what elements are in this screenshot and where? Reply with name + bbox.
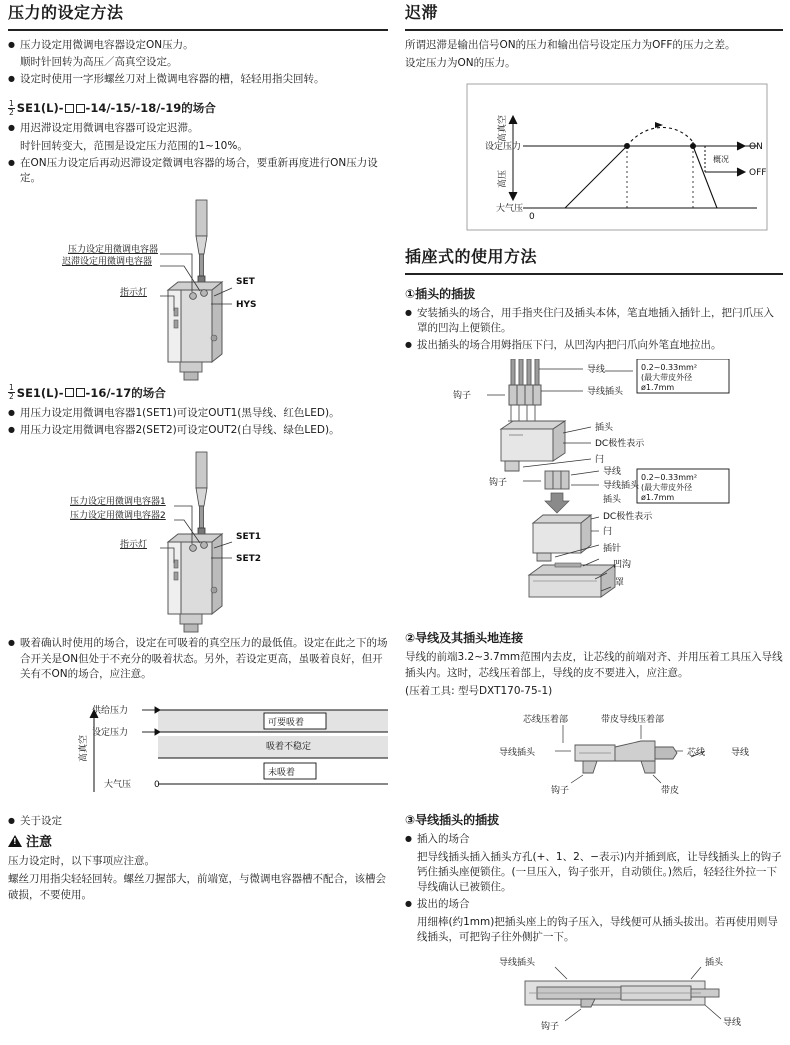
label-on: ON — [749, 141, 763, 152]
fraction-denominator: 2 — [9, 392, 14, 402]
label-supply-pressure: 供给压力 — [92, 706, 129, 717]
fraction-half — [8, 384, 15, 401]
fraction-numerator: 1 — [9, 383, 14, 393]
model-code-prefix: SE1(L)- — [16, 101, 64, 116]
tag-unstable: 吸着不稳定 — [266, 742, 312, 753]
label-set-pressure: 设定压力 — [484, 141, 521, 152]
label-core-wire: 芯线 — [687, 748, 706, 759]
label-wire-3: 导线 — [731, 748, 750, 759]
figure-cross-section — [405, 953, 783, 1033]
step-3-text-1: 把导线插头插入插头方孔(+、1、2、−表示)内并插到底，让导线插头上的钩子钙住插头座便锁住。(一旦压入，钩子张开，自动锁住。)然后，轻轻往外拉一下导线确认已被锁住。 — [417, 850, 782, 894]
label-off: OFF — [749, 167, 767, 178]
step-2-heading: ②导线及其插头地连接 — [405, 631, 524, 646]
label-atmospheric: 大气压 — [495, 203, 523, 214]
label-pressure-trimmer-2: 压力设定用微调电容器2 — [70, 511, 166, 522]
label-latch-2: 闩 — [603, 527, 613, 538]
label-hook-2: 钩子 — [489, 478, 508, 489]
hysteresis-paragraph-2: 设定压力为ON的压力。 — [405, 56, 516, 69]
model-code-suffix: -16/-17的场合 — [85, 385, 166, 400]
label-pressure-trimmer: 压力设定用微调电容器 — [68, 245, 159, 256]
axis-label-high-vacuum: 高真空 — [79, 735, 89, 763]
label-latch: 闩 — [595, 455, 605, 466]
label-dc-polarity-2: DC极性表示 — [603, 512, 653, 523]
model-code-prefix: SE1(L)- — [16, 385, 64, 400]
figure-vacuum-levels — [8, 692, 388, 812]
label-wire: 导线 — [587, 365, 606, 376]
step-2-text: 导线的前端3.2~3.7mm范围内去皮，让芯线的前端对齐、并用压着工具压入导线插头内。这时，芯线压着部上，导线的皮不要进入，应注意。 — [405, 651, 783, 679]
axis-label-high-pressure: 高压 — [498, 169, 508, 188]
bullet-item: ● 安装插头的场合，用手指夹住闩及插头本体，笔直地插入插针上，把闩爪压入罩的凹沟上便锁住。 — [405, 306, 783, 336]
step-2-tool: (压着工具: 型号DXT170-75-1) — [405, 684, 553, 697]
label-cover: 罩 — [615, 578, 625, 589]
label-plug: 插头 — [595, 423, 614, 434]
label-pin: 插针 — [603, 544, 622, 555]
label-wire-4: 导线 — [723, 1017, 742, 1028]
label-plug-3: 插头 — [705, 957, 724, 968]
label-atm-zero: 0 — [529, 211, 535, 222]
section-title-pressure-setting: 压力的设定方法 — [8, 3, 124, 22]
about-setting-heading: ● 关于设定 — [8, 814, 388, 829]
fraction-denominator: 2 — [9, 107, 14, 117]
divider — [8, 29, 388, 31]
sub-text: 顺时针回转为高压／高真空设定。 — [20, 56, 178, 69]
label-sheath-crimp: 带皮导线压着部 — [601, 715, 665, 726]
left-column — [8, 0, 388, 906]
warning-triangle-icon — [8, 835, 22, 847]
model-heading-2 — [8, 384, 388, 401]
spec-max-diameter: (最大带皮外径 — [641, 373, 693, 383]
label-hook-3: 钩子 — [551, 786, 570, 797]
figure-hysteresis-diagram — [405, 80, 783, 240]
label-pressure-trimmer-1: 压力设定用微调电容器1 — [70, 497, 166, 508]
right-column — [405, 0, 783, 1033]
label-set: SET — [236, 277, 255, 288]
label-zero: 0 — [154, 780, 160, 791]
bullet-item: ● 用迟滞设定用微调电容器可设定迟滞。 — [8, 121, 388, 136]
label-hysteresis-trimmer: 迟滞设定用微调电容器 — [62, 257, 153, 268]
fraction-half — [8, 100, 15, 117]
step-1-heading: ①插头的插拔 — [405, 286, 476, 301]
placeholder-box-icon — [65, 104, 74, 113]
spec-wire-size-2: 0.2~0.33mm² — [641, 473, 698, 483]
label-wire-plug: 导线插头 — [587, 387, 624, 398]
label-set2: SET2 — [236, 554, 262, 565]
figure-sensor-set-hys — [8, 192, 388, 382]
section-title-socket-usage: 插座式的使用方法 — [405, 246, 538, 266]
divider — [405, 273, 783, 275]
tag-not-adsorbed: 未吸着 — [268, 768, 296, 779]
label-wire-plug-2: 导线插头 — [603, 481, 640, 492]
caution-line-1: 压力设定时，以下事项应注意。 — [8, 855, 155, 868]
spec-diameter-value: ø1.7mm — [641, 383, 675, 393]
note-vacuum-confirmation: ● 吸着确认时使用的场合，设定在可吸着的真空压力的最低值。设定在此之下的场合开关是ON但处于不充分的吸着状态。另外，若设定更高，虽吸着良好，但开关有不ON的场合，应注意。 — [8, 636, 388, 682]
bullet-item: ● 在ON压力设定后再动迟滞设定微调电容器的场合，要重新再度进行ON压力设定。 — [8, 156, 388, 186]
label-hook: 钩子 — [453, 391, 472, 402]
label-set1: SET1 — [236, 532, 262, 543]
figure-crimp-detail — [405, 709, 783, 801]
step-3-text-2: 用细棒(约1mm)把插头座上的钩子压入，导线便可从插头拔出。若再使用则导线插头，可把钩子往外侧扩一下。 — [417, 915, 778, 943]
model-code-suffix: -14/-15/-18/-19的场合 — [85, 101, 216, 116]
divider — [405, 29, 783, 31]
axis-label-high-vacuum: 高真空 — [498, 114, 508, 142]
tag-can-adsorb: 可要吸着 — [268, 718, 305, 729]
spec-wire-size: 0.2~0.33mm² — [641, 363, 698, 373]
placeholder-box-icon — [76, 388, 85, 397]
bullet-item: ● 拔出插头的场合用姆指压下闩，从凹沟内把闩爪向外笔直地拉出。 — [405, 338, 783, 353]
label-wire-plug-3: 导线插头 — [499, 748, 536, 759]
bullet-item: ● 用压力设定用微调电容器1(SET1)可设定OUT1(黑导线、红色LED)。 — [8, 406, 388, 421]
section-title-hysteresis: 迟滞 — [405, 3, 439, 22]
caution-heading — [8, 831, 388, 850]
caution-line-2: 螺丝刀用指尖轻轻回转。螺丝刀握部大，前端宽，与微调电容器槽不配合，该槽会破损，不要使用。 — [8, 873, 386, 901]
bullet-insert: ● 插入的场合 — [405, 832, 783, 847]
sub-text: 时针回转变大，范围是设定压力范围的1~10%。 — [20, 139, 248, 152]
label-wire-2: 导线 — [603, 467, 622, 478]
fraction-numerator: 1 — [9, 98, 14, 108]
label-plug-2: 插头 — [603, 495, 622, 506]
bullet-item: ● 压力设定用微调电容器设定ON压力。 — [8, 38, 388, 53]
label-hysteresis-span: 概况 — [713, 154, 729, 164]
label-wire-plug-4: 导线插头 — [499, 957, 536, 968]
label-hys: HYS — [236, 300, 257, 311]
figure-sensor-set1-set2 — [8, 444, 388, 634]
label-groove: 凹沟 — [613, 560, 632, 571]
spec-max-diameter-2: (最大带皮外径 — [641, 483, 693, 493]
label-core-crimp: 芯线压着部 — [523, 715, 569, 726]
figure-connector-assembly — [405, 359, 783, 619]
label-with-sheath: 带皮 — [661, 786, 680, 797]
spec-diameter-value-2: ø1.7mm — [641, 493, 675, 503]
model-heading-1 — [8, 100, 388, 117]
label-atmospheric-pressure: 大气压 — [104, 780, 132, 791]
label-dc-polarity: DC极性表示 — [595, 439, 645, 450]
label-hook-4: 钩子 — [541, 1021, 560, 1032]
bullet-item: ● 设定时使用一字形螺丝刀对上微调电容器的槽，轻轻用指尖回转。 — [8, 72, 388, 87]
label-indicator-lamp: 指示灯 — [120, 288, 148, 299]
bullet-item: ● 用压力设定用微调电容器2(SET2)可设定OUT2(白导线、绿色LED)。 — [8, 423, 388, 438]
placeholder-box-icon — [76, 104, 85, 113]
placeholder-box-icon — [65, 388, 74, 397]
label-set-pressure: 设定压力 — [92, 728, 129, 739]
caution-label: 注意 — [26, 835, 53, 851]
hysteresis-paragraph-1: 所谓迟滞是输出信号ON的压力和输出信号设定压力为OFF的压力之差。 — [405, 39, 736, 51]
label-indicator-lamp: 指示灯 — [120, 540, 148, 551]
step-3-heading: ③导线插头的插拔 — [405, 813, 500, 828]
bullet-remove: ● 拔出的场合 — [405, 897, 783, 912]
